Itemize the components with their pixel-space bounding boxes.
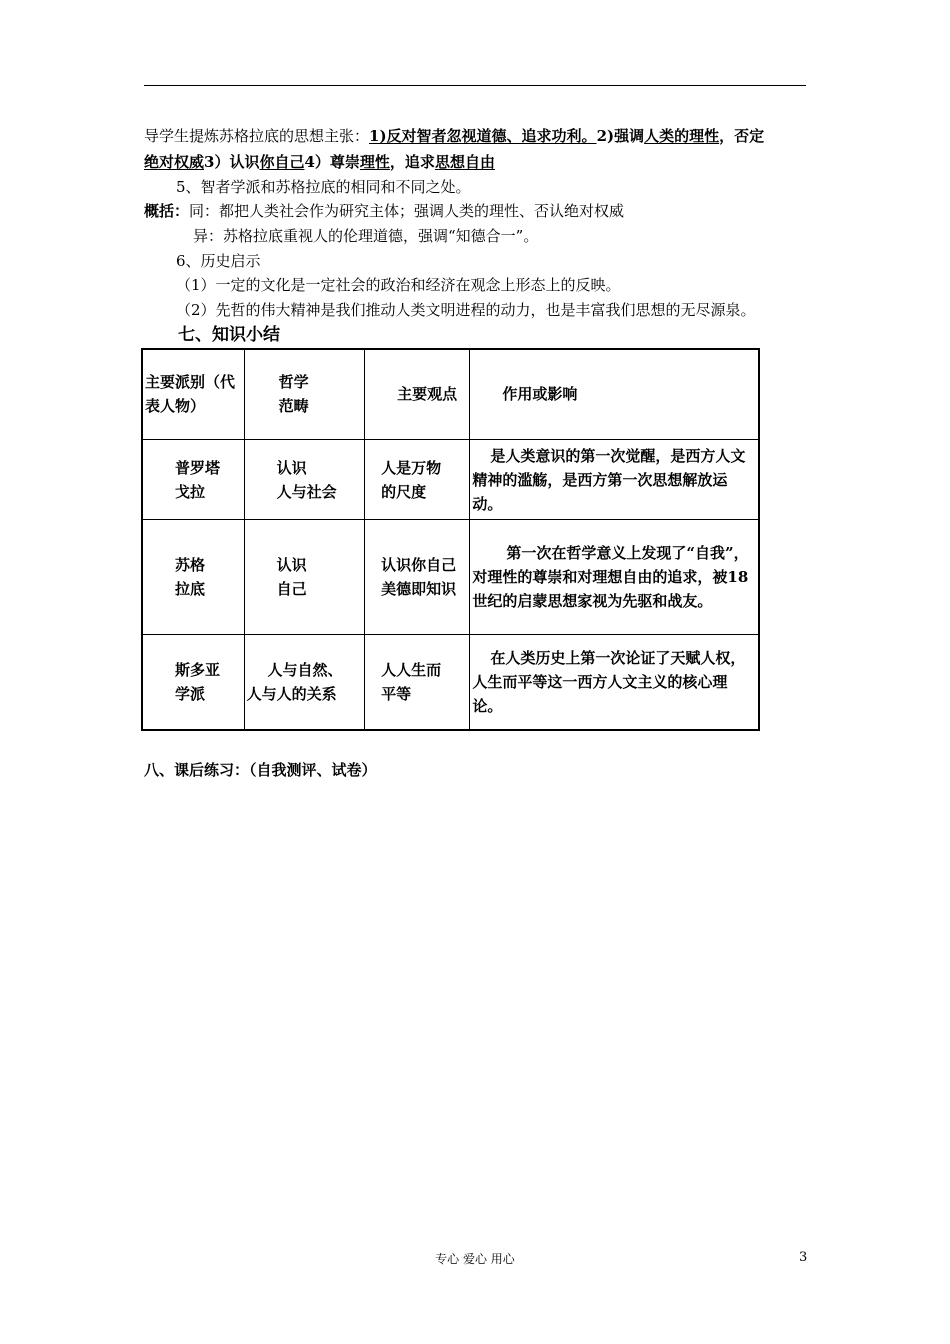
header-category-text: 哲学 范畴 [278,373,309,416]
header-school [142,349,244,439]
cell-influence [470,634,759,730]
page-footer: 专心 爱心 用心 [435,1252,515,1266]
section-8: 八、课后练习：（自我测评、试卷） [144,761,377,779]
summary-label: 概括： [144,202,190,220]
point-2-prefix: 2)强调 [596,127,645,145]
point-2-suffix: ，否定 [719,127,765,145]
point-4-keyword-2: 思想自由 [434,153,495,171]
cell-school [142,520,244,635]
intro-line-1 [144,124,764,148]
page-number: 3 [799,1250,808,1265]
header-category [244,349,365,439]
intro-line-2 [144,150,495,174]
table-header-row [142,349,759,439]
point-3-keyword: 你自己 [259,153,305,171]
cell-viewpoint [365,634,470,730]
cell-school-text: 苏格 拉底 [175,556,206,599]
cell-school [142,439,244,519]
header-influence-text: 作用或影响 [502,385,578,404]
point-2-keyword-2: 绝对权威 [144,153,205,171]
cell-viewpoint [365,439,470,519]
summary-same-line [144,199,624,223]
item-6: 6、历史启示 [176,252,261,270]
point-2-keyword: 人类的理性 [644,127,720,145]
knowledge-summary-table [141,348,760,731]
intro-prefix: 导学生提炼苏格拉底的思想主张： [144,127,370,145]
table-row [142,634,759,730]
insight-1: （1）一定的文化是一定社会的政治和经济在观念上形态上的反映。 [176,276,621,294]
section-7-title: 七、知识小结 [178,325,280,345]
cell-influence-text: 第一次在哲学意义上发现了“自我”，对理性的尊崇和对理想自由的追求，被18世纪的启蒙思想家视为先驱和战友。 [472,544,749,611]
point-4-prefix: 4）尊崇 [304,153,360,171]
cell-viewpoint-text: 认识你自己 美德即知识 [381,556,457,599]
table-row [142,520,759,635]
point-1: 1)反对智者忽视道德、追求功利。 [369,127,597,145]
insight-2: （2）先哲的伟大精神是我们推动人类文明进程的动力，也是丰富我们思想的无尽源泉。 [176,301,756,319]
cell-influence [470,520,759,635]
header-influence [470,349,759,439]
cell-category [244,634,365,730]
cell-category-text: 人与自然、 人与人的关系 [246,660,343,703]
cell-influence [470,439,759,519]
cell-category [244,520,365,635]
cell-viewpoint-text: 人人生而 平等 [381,660,442,703]
cell-category [244,439,365,519]
cell-school-text: 普罗塔 戈拉 [175,458,221,501]
header-viewpoint-text: 主要观点 [397,385,458,404]
header-school-text: 主要派别（代表人物） [145,373,236,416]
point-4-mid: ，追求 [389,153,435,171]
cell-viewpoint-text: 人是万物 的尺度 [381,458,442,501]
header-viewpoint [365,349,470,439]
cell-category-text: 认识 人与社会 [276,458,337,501]
point-3-prefix: 3）认识 [204,153,260,171]
cell-school [142,634,244,730]
summary-same: 同：都把人类社会作为研究主体；强调人类的理性、否认绝对权威 [189,202,625,220]
table-row [142,439,759,519]
cell-influence-text: 在人类历史上第一次论证了天赋人权，人生而平等这一西方人文主义的核心理论。 [472,648,746,715]
cell-school-text: 斯多亚 学派 [175,660,221,703]
header-rule [144,85,806,86]
point-4-keyword: 理性 [359,153,390,171]
item-5: 5、智者学派和苏格拉底的相同和不同之处。 [176,178,471,196]
cell-viewpoint [365,520,470,635]
cell-influence-text: 是人类意识的第一次觉醒，是西方人文精神的滥觞，是西方第一次思想解放运动。 [472,446,746,513]
summary-diff: 异：苏格拉底重视人的伦理道德，强调“知德合一”。 [193,227,539,245]
cell-category-text: 认识 自己 [276,556,307,599]
